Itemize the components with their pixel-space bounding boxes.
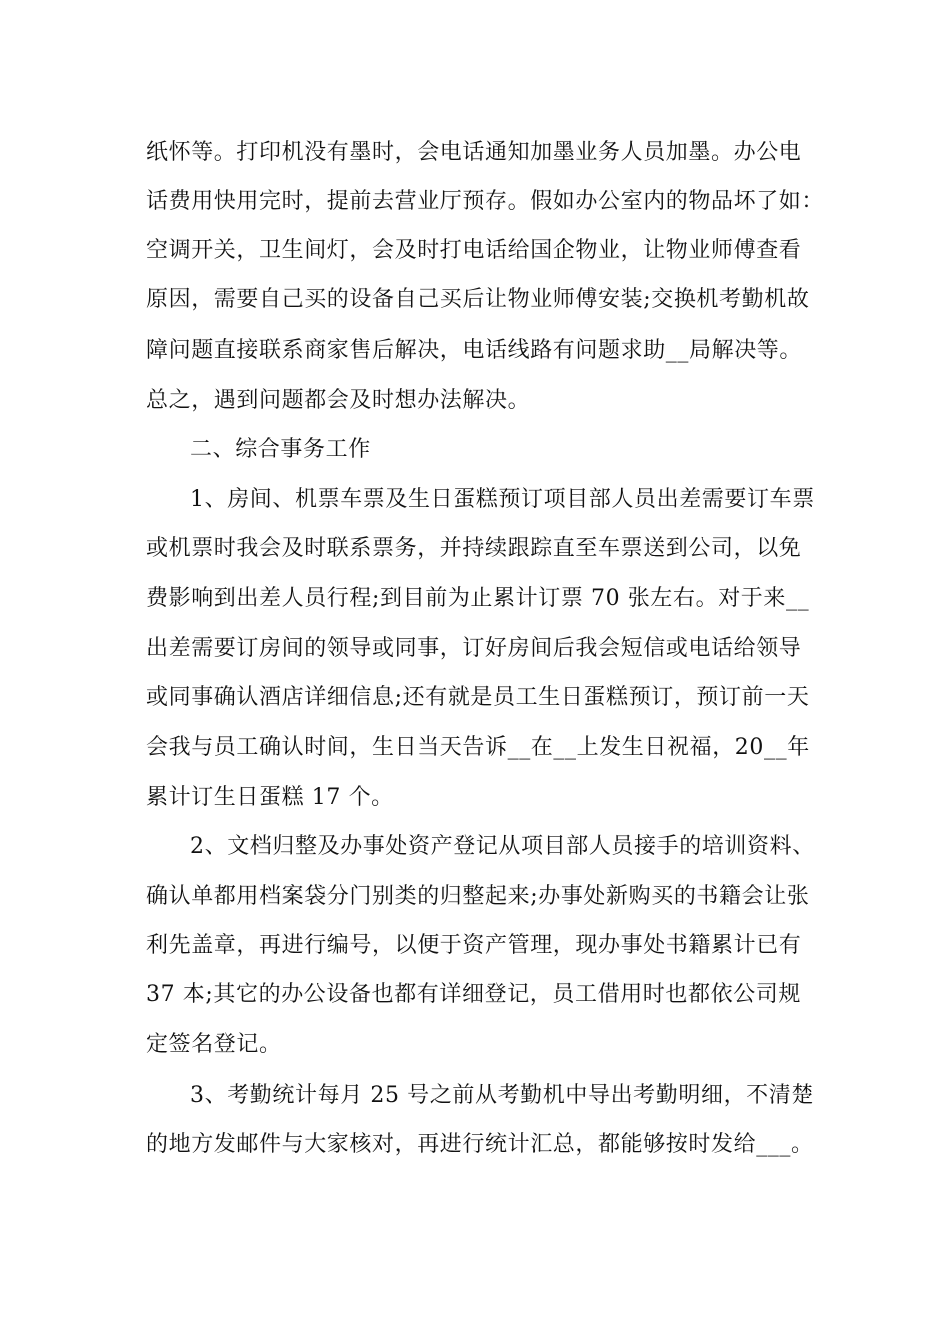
item-1-line-5: 或同事确认酒店详细信息;还有就是员工生日蛋糕预订，预订前一天 [146,685,810,710]
item-1-line-3: 费影响到出差人员行程;到目前为止累计订票 70 张左右。对于来__ [146,586,810,611]
item-2-line-5: 定签名登记。 [146,1032,282,1057]
item-2-line-4: 37 本;其它的办公设备也都有详细登记，员工借用时也都依公司规 [146,982,802,1007]
item-3-line-2: 的地方发邮件与大家核对，再进行统计汇总，都能够按时发给___。 [146,1132,814,1157]
paragraph-1-line-4: 原因，需要自己买的设备自己买后让物业师傅安装;交换机考勤机故 [146,287,810,312]
item-2-line-2: 确认单都用档案袋分门别类的归整起来;办事处新购买的书籍会让张 [146,884,810,909]
item-2-line-3: 利先盖章，再进行编号，以便于资产管理，现办事处书籍累计已有 [146,933,802,958]
paragraph-1-line-6: 总之，遇到问题都会及时想办法解决。 [146,388,531,413]
paragraph-1-line-1: 纸怀等。打印机没有墨时，会电话通知加墨业务人员加墨。办公电 [146,140,802,165]
item-1-line-2: 或机票时我会及时联系票务，并持续跟踪直至车票送到公司，以免 [146,536,802,561]
item-1-line-6: 会我与员工确认时间，生日当天告诉__在__上发生日祝福，20__年 [146,735,810,760]
paragraph-1-line-3: 空调开关，卫生间灯，会及时打电话给国企物业，让物业师傅查看 [146,238,802,263]
item-2-line-1: 2、文档归整及办事处资产登记从项目部人员接手的培训资料、 [190,834,815,859]
item-1-line-7: 累计订生日蛋糕 17 个。 [146,785,394,810]
item-1-line-1: 1、房间、机票车票及生日蛋糕预订项目部人员出差需要订车票 [190,487,815,512]
paragraph-1-line-2: 话费用快用完时，提前去营业厅预存。假如办公室内的物品坏了如： [146,189,825,214]
paragraph-1-line-5: 障问题直接联系商家售后解决，电话线路有问题求助__局解决等。 [146,338,803,363]
item-3-line-1: 3、考勤统计每月 25 号之前从考勤机中导出考勤明细，不清楚 [190,1083,814,1108]
section-heading: 二、综合事务工作 [190,437,371,462]
item-1-line-4: 出差需要订房间的领导或同事，订好房间后我会短信或电话给领导 [146,636,802,661]
